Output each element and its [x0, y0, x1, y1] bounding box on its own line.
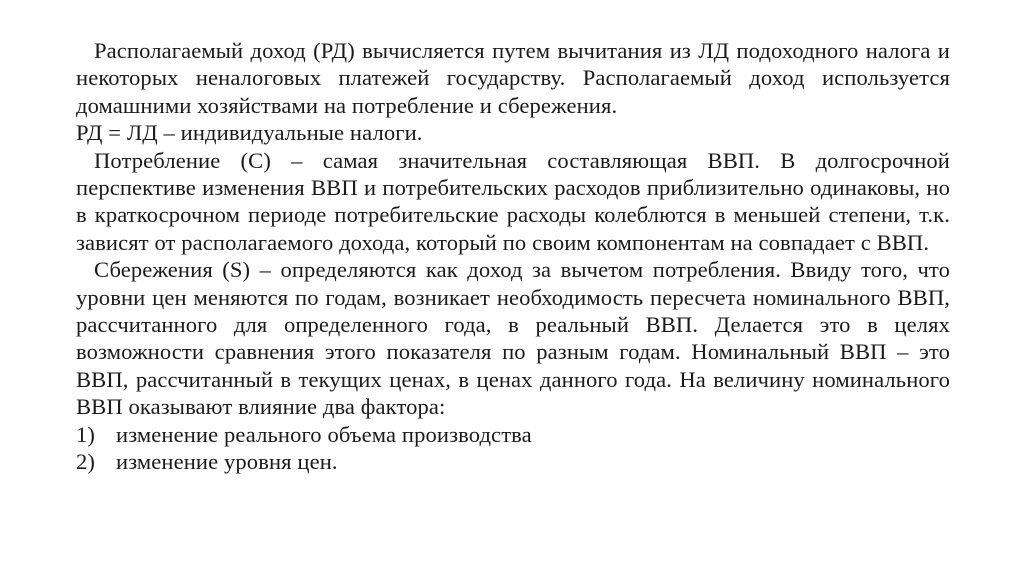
list-item-number: 2) — [76, 449, 96, 475]
paragraph-savings: Сбережения (S) – определяются как доход за вычетом потребления. Ввиду того, что уровни цен меняются по годам, возникает необходимость пересчета номинального ВВП, рассчитанного для определенного года, в реальный ВВП. Делается это в целях возможности сравнения этого показателя по разным годам. Номинальный ВВП – это ВВП, рассчитанный в текущих ценах, в ценах данного года. На величину номинального ВВП оказывают влияние два фактора: — [76, 257, 950, 420]
list-item — [76, 448, 950, 475]
formula-disposable-income: РД = ЛД – индивидуальные налоги. — [76, 120, 423, 146]
list-item-text: изменение уровня цен. — [116, 449, 338, 475]
document-body — [76, 37, 950, 476]
list-item — [76, 421, 950, 448]
paragraph-consumption: Потребление (C) – самая значительная составляющая ВВП. В долгосрочной перспективе изменения ВВП и потребительских расходов приблизительно одинаковы, но в краткосрочном периоде потребительские расходы колеблются в меньшей степени, т.к. зависят от располагаемого дохода, который по своим компонентам на совпадает с ВВП. — [76, 147, 950, 255]
paragraph-disposable-income: Располагаемый доход (РД) вычисляется путем вычитания из ЛД подоходного налога и некоторых неналоговых платежей государству. Располагаемый доход используется домашними хозяйствами на потребление и сбережения. — [76, 38, 950, 118]
list-item-number: 1) — [76, 421, 96, 447]
list-item-text: изменение реального объема производства — [116, 421, 532, 447]
